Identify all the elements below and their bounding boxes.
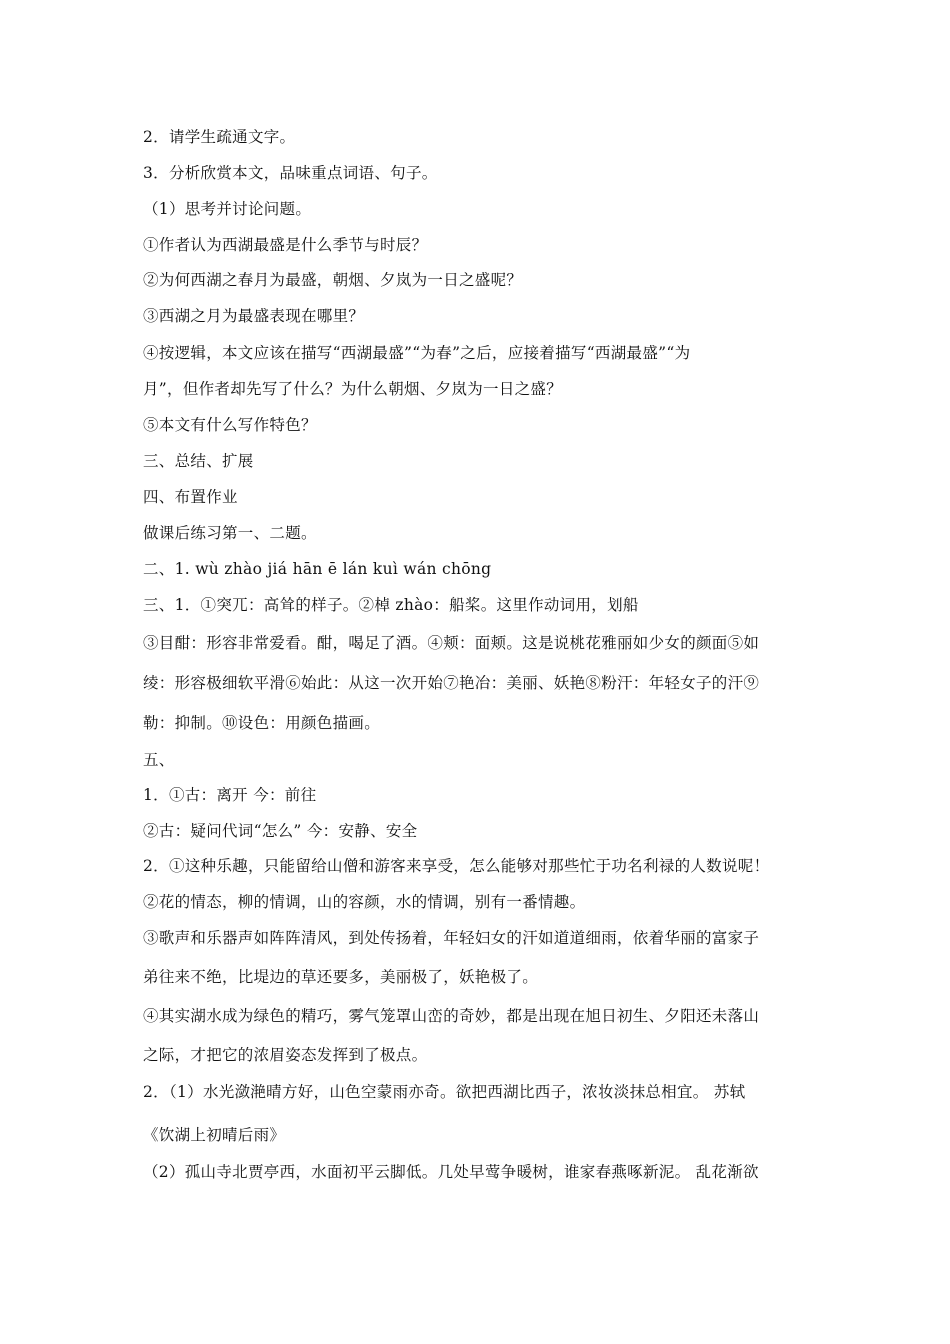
text-line: （2）孤山寺北贾亭西，水面初平云脚低。几处早莺争暖树，谁家春燕啄新泥。 乱花渐欲 [143, 1163, 759, 1181]
text-line: 2．（1）水光潋滟晴方好，山色空蒙雨亦奇。欲把西湖比西子，浓妆淡抹总相宜。 苏轼 [143, 1083, 746, 1101]
text-line: ②花的情态，柳的情调，山的容颜，水的情调，别有一番情趣。 [143, 893, 586, 911]
text-line: ②为何西湖之春月为最盛，朝烟、夕岚为一日之盛呢？ [143, 271, 523, 289]
text-line: 三、总结、扩展 [143, 452, 254, 470]
text-line: （1）思考并讨论问题。 [143, 200, 312, 218]
text-line: 月”，但作者却先写了什么？为什么朝烟、夕岚为一日之盛？ [143, 380, 563, 398]
text-line: ⑤本文有什么写作特色？ [143, 416, 317, 434]
text-line: ①作者认为西湖最盛是什么季节与时辰？ [143, 236, 428, 254]
text-line: 勒：抑制。⑩设色：用颜色描画。 [143, 714, 381, 732]
text-line: 之际，才把它的浓眉姿态发挥到了极点。 [143, 1046, 428, 1064]
text-line: 二、1. wù zhào jiá hān ē lán kuì wán chōng [143, 560, 492, 578]
text-line: 2．①这种乐趣，只能留给山僧和游客来享受，怎么能够对那些忙于功名利禄的人数说呢！ [143, 857, 770, 875]
text-line: 做课后练习第一、二题。 [143, 524, 317, 542]
text-line: ④按逻辑，本文应该在描写“西湖最盛”“为春”之后，应接着描写“西湖最盛”“为 [143, 344, 691, 362]
text-line: 弟往来不绝，比堤边的草还要多，美丽极了，妖艳极了。 [143, 968, 539, 986]
text-line: 2．请学生疏通文字。 [143, 128, 296, 146]
text-line: 五、 [143, 751, 175, 769]
text-line: 《饮湖上初晴后雨》 [143, 1126, 286, 1144]
text-line: ③歌声和乐器声如阵阵清风，到处传扬着，年轻妇女的汗如道道细雨，依着华丽的富家子 [143, 929, 760, 947]
text-line: 三、1．①突兀：高耸的样子。②棹 zhào：船桨。这里作动词用，划船 [143, 596, 639, 614]
text-line: 四、布置作业 [143, 488, 238, 506]
text-line: ③目酣：形容非常爱看。酣，喝足了酒。④颊：面颊。这是说桃花雅丽如少女的颜面⑤如 [143, 634, 760, 652]
text-line: 1．①古：离开 今：前往 [143, 786, 317, 804]
text-line: 绫：形容极细软平滑⑥始此：从这一次开始⑦艳冶：美丽、妖艳⑧粉汗：年轻女子的汗⑨ [143, 674, 760, 692]
text-line: ③西湖之月为最盛表现在哪里？ [143, 307, 365, 325]
text-line: 3．分析欣赏本文，品味重点词语、句子。 [143, 164, 438, 182]
text-line: ②古：疑问代词“怎么” 今：安静、安全 [143, 822, 418, 840]
text-line: ④其实湖水成为绿色的精巧，雾气笼罩山峦的奇妙，都是出现在旭日初生、夕阳还未落山 [143, 1007, 760, 1025]
